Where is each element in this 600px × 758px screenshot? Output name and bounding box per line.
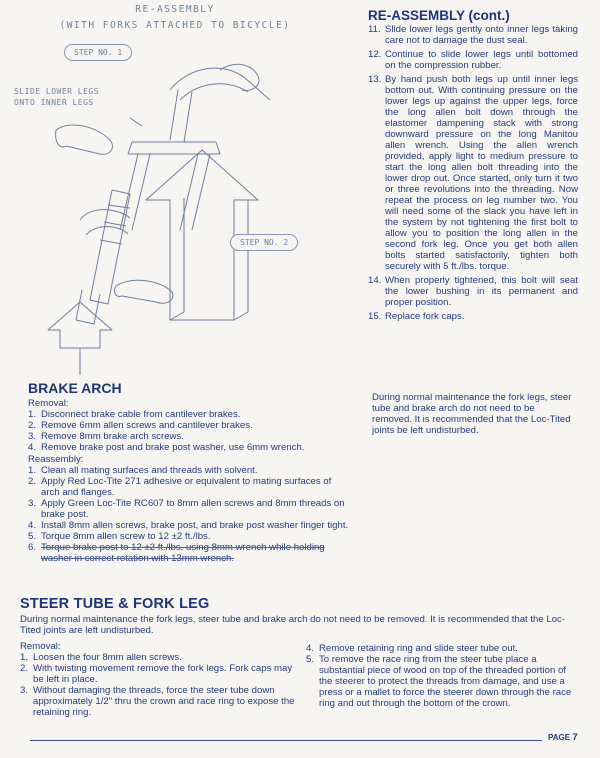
list-item: 4. Remove brake post and brake post washer, use 6mm wrench.: [28, 442, 305, 453]
page-label: PAGE: [548, 733, 571, 742]
steer-tube-right-list: [306, 643, 576, 709]
steer-tube-left-col: [20, 641, 298, 718]
brake-arch-reassembly-list: [28, 465, 350, 564]
brake-arch-removal-label: Removal:: [28, 398, 69, 409]
list-item: 2. Apply Red Loc-Tite 271 adhesive or equivalent to mating surfaces of arch and flanges.: [28, 476, 332, 498]
maintenance-note: During normal maintenance the fork legs, steer tube and brake arch do not need to be removed. It is recommended that the Loc-Tited joints be left undisturbed.: [372, 392, 572, 436]
list-item: 2. Remove 6mm allen screws and cantilever brakes.: [28, 420, 253, 431]
brake-arch-heading: BRAKE ARCH: [28, 380, 122, 396]
list-item: 3. Without damaging the threads, force the steer tube down approximately 1/2" thru the crown and race ring to expose the retaining ring.: [20, 685, 295, 718]
reassembly-cont-section: [368, 8, 578, 325]
list-item: 2. With twisting movement remove the fork legs. Fork caps may be left in place.: [20, 663, 293, 685]
brake-arch-removal-list: [28, 409, 350, 453]
list-item: 14. When properly tightened, this bolt will seat the lower bushing in its permanent and proper position.: [368, 275, 578, 308]
steer-tube-heading: STEER TUBE & FORK LEG: [20, 596, 210, 612]
list-item: 3. Remove 8mm brake arch screws.: [28, 431, 184, 442]
list-item: 12. Continue to slide lower legs until bottomed on the compression rubber.: [368, 49, 578, 71]
list-item: 4. Install 8mm allen screws, brake post, and brake post washer finger tight.: [28, 520, 349, 531]
illustration-caption-line2: (WITH FORKS ATTACHED TO BICYCLE): [59, 20, 291, 31]
steer-tube-intro: During normal maintenance the fork legs, steer tube and brake arch do not need to be removed. It is recommended that the Loc-Tited joints are left undisturbed.: [20, 614, 566, 636]
slide-note-line1: SLIDE LOWER LEGS: [14, 87, 100, 96]
illustration-caption-line1: RE-ASSEMBLY: [135, 4, 215, 15]
list-item: 11. Slide lower legs gently onto inner legs taking care not to damage the dust seal.: [368, 24, 578, 46]
list-item: 5. To remove the race ring from the steer tube place a substantial piece of wood on top of the threaded portion of the steerer to protect the threads from damage, and use a press or a mallet to force the steerer down through the race ring and out through the bottom of the crown.: [306, 654, 572, 709]
steer-tube-left-list: [20, 652, 298, 718]
list-item: 15. Replace fork caps.: [368, 311, 465, 322]
illustration: [14, 0, 350, 380]
list-item: 1. Clean all mating surfaces and threads with solvent.: [28, 465, 258, 476]
page-number: [548, 732, 578, 743]
footer-rule: [30, 740, 542, 741]
list-item: 1. Disconnect brake cable from cantilever brakes.: [28, 409, 241, 420]
list-item: 4. Remove retaining ring and slide steer tube out.: [306, 643, 518, 654]
brake-arch-reassembly-label: Reassembly:: [28, 454, 84, 465]
brake-arch-section: [28, 380, 350, 564]
reassembly-cont-heading: RE-ASSEMBLY (cont.): [368, 8, 510, 23]
steer-tube-removal-label: Removal:: [20, 641, 61, 652]
steer-tube-section: [20, 596, 580, 636]
list-item: 6. Torque brake post to 12 ±2 ft./lbs. using 8mm wrench while holding washer in correct rotation with 13mm wrench.: [28, 542, 325, 564]
reassembly-cont-list: [368, 24, 578, 322]
list-item: 1. Loosen the four 8mm allen screws.: [20, 652, 182, 663]
fork-reassembly-drawing: [20, 30, 350, 380]
page-number-value: 7: [572, 732, 578, 743]
list-item: 3. Apply Green Loc-Tite RC607 to 8mm allen screws and 8mm threads on brake post.: [28, 498, 345, 520]
list-item: 5. Torque 8mm allen screw to 12 ±2 ft./lbs.: [28, 531, 211, 542]
list-item: 13. By hand push both legs up until inner legs bottom out. With continuing pressure on the lower legs up against the upper legs, force the long allen bolt down through the elastomer dampening stack with strong downward pressure on the long Manitou allen wrench. Using the allen wrench provided, apply light to medium pressure to start the long allen bolt threading into the lower drop out. Once started, only turn it two or three revolutions into the threading. Now repeat the process on leg number two. You will need some of the slack you have left in the system by not tightening the first bolt to allow you to position the long allen in the second fork leg. Once you get both allen bolts started satisfactorily, tighten both securely with 5 ft./lbs. torque.: [368, 74, 578, 272]
step-2-label: STEP NO. 2: [230, 234, 298, 251]
step-1-label: STEP NO. 1: [64, 44, 132, 61]
slide-note-line2: ONTO INNER LEGS: [14, 98, 94, 107]
steer-tube-right-col: [306, 643, 576, 709]
